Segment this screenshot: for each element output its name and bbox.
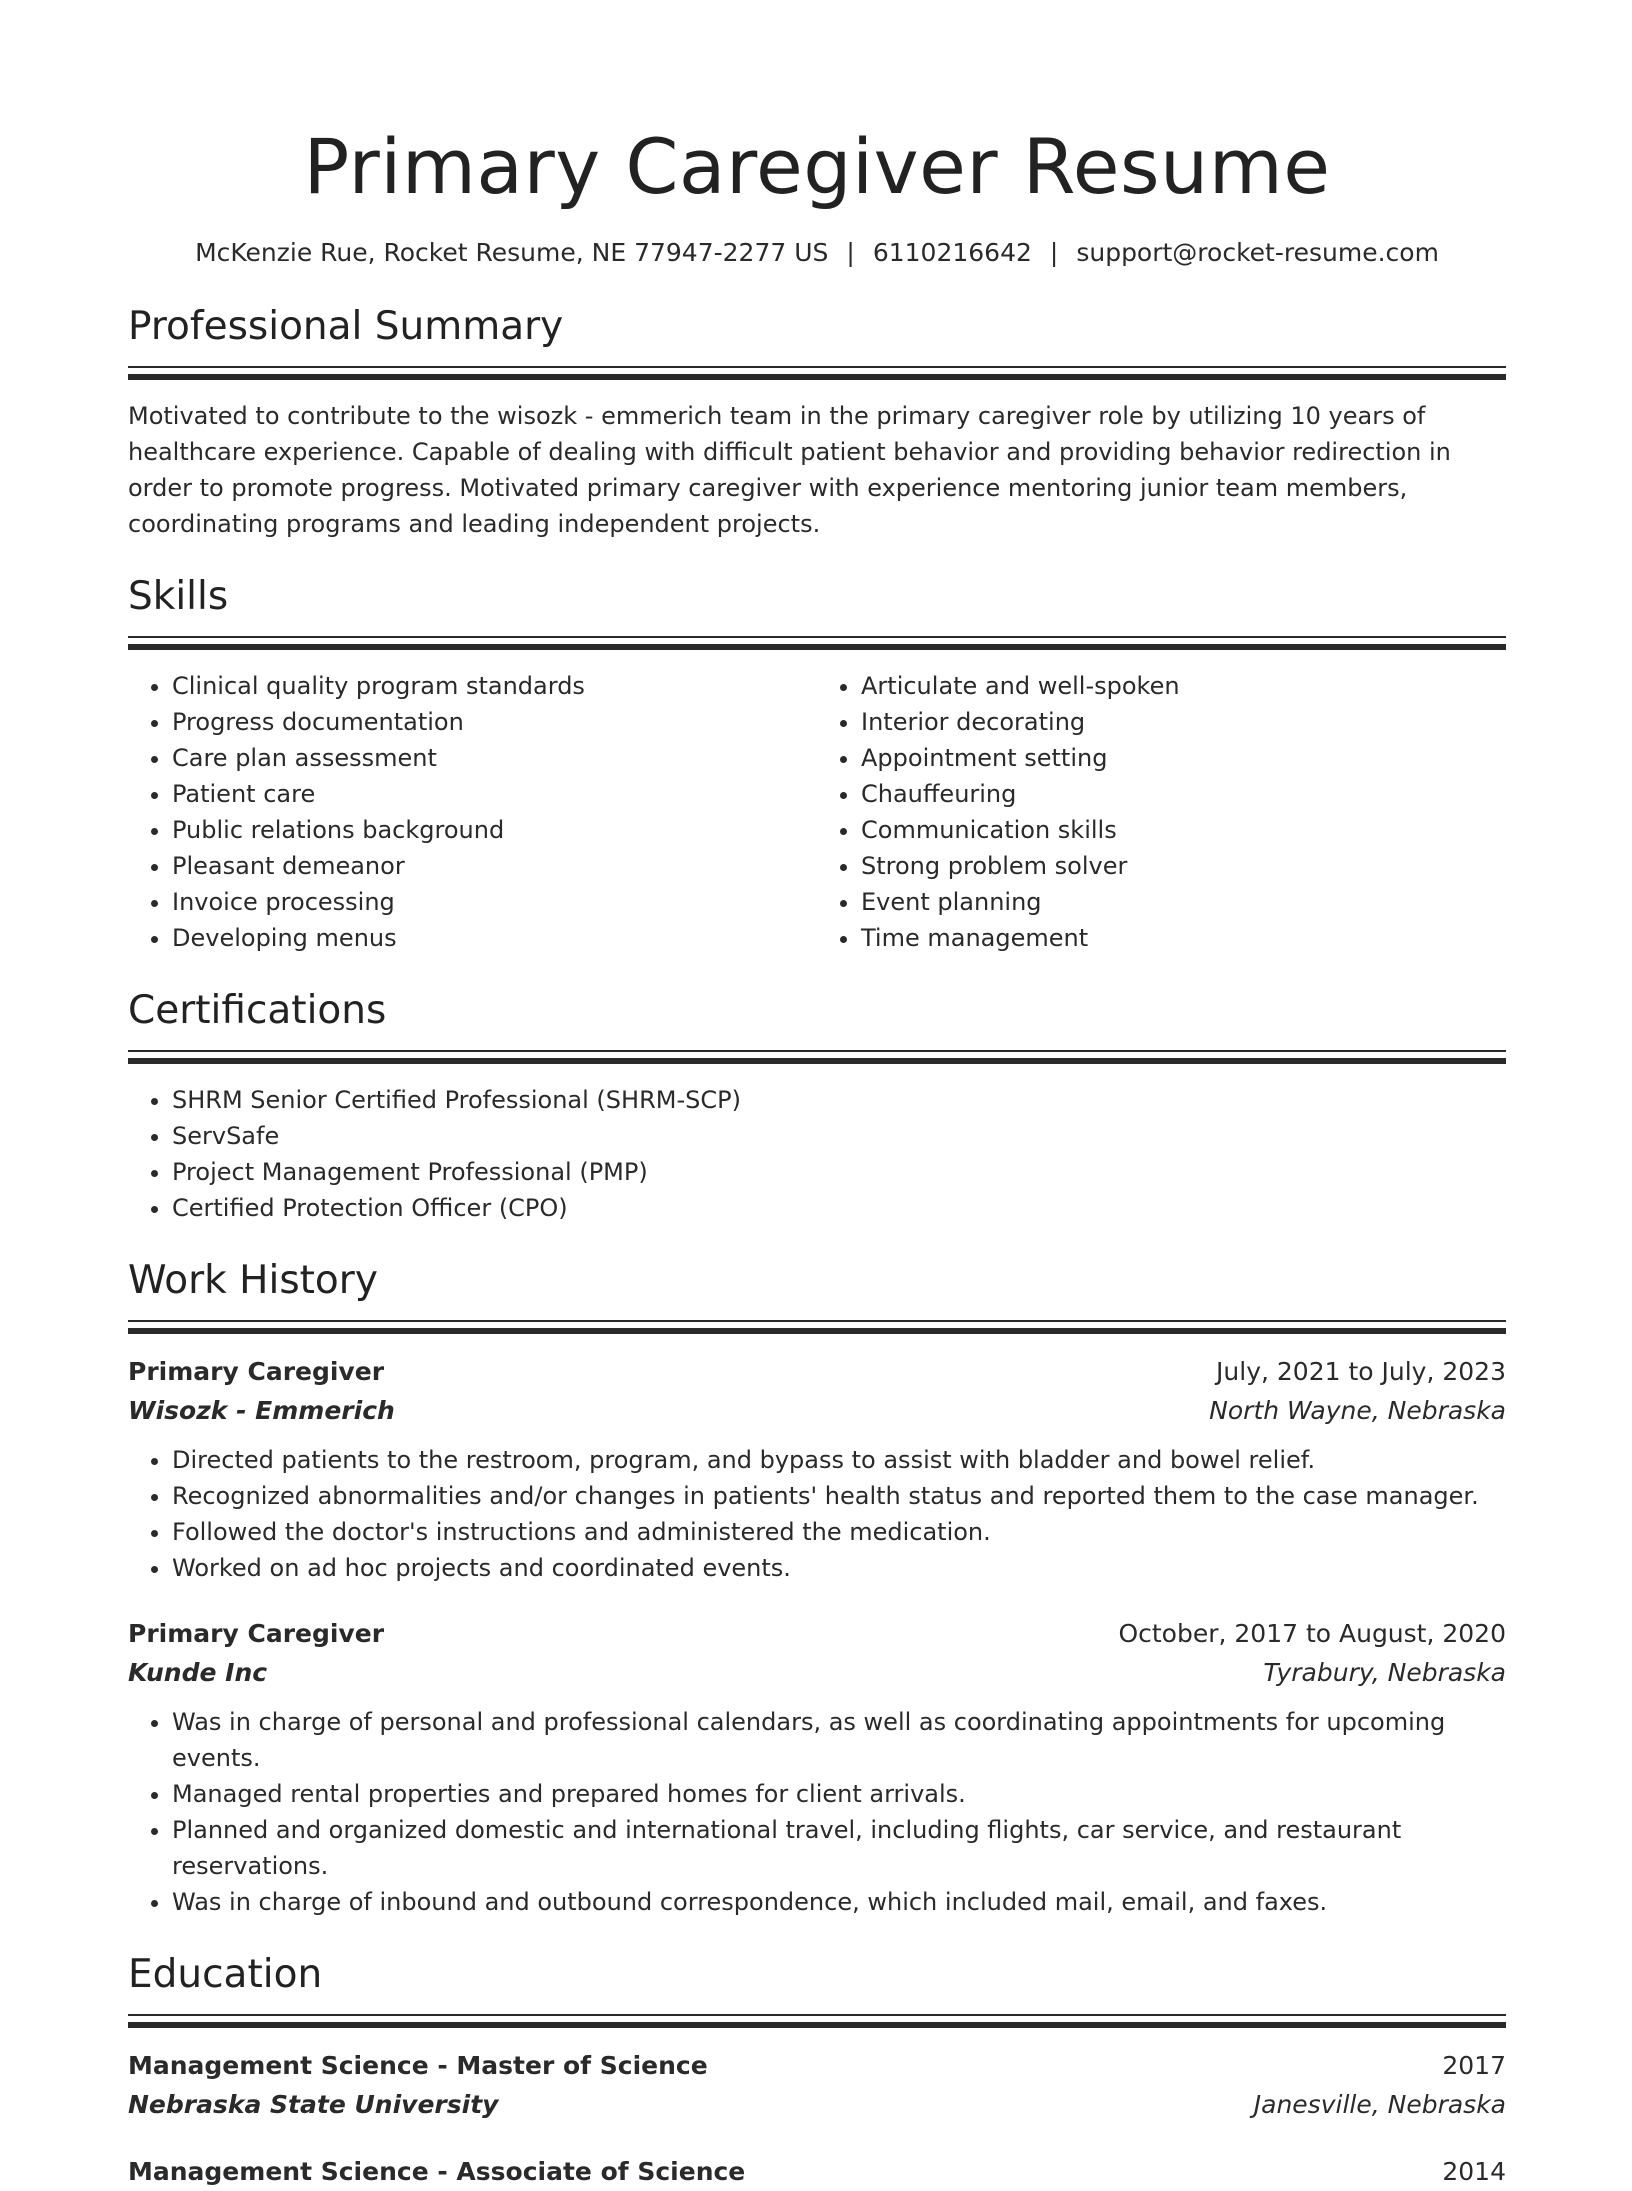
skill-item: • Public relations background [172,812,817,848]
education-header-row [128,2046,1506,2085]
section-divider [128,2014,1506,2028]
job-dates: July, 2021 to July, 2023 [1216,1357,1506,1386]
skills-left-list [128,668,817,956]
education-header-row [128,2152,1506,2191]
skill-item: • Event planning [861,884,1506,920]
education-entry [128,2046,1506,2124]
resume-title: Primary Caregiver Resume [303,122,1331,211]
job-location: Tyrabury, Nebraska [1263,1658,1506,1687]
skill-item: • Chauffeuring [861,776,1506,812]
job-dates: October, 2017 to August, 2020 [1118,1619,1506,1648]
section-divider [128,1050,1506,1064]
job-header-row [128,1614,1506,1653]
education-section [128,1950,1506,2191]
certification-item: • Certified Protection Officer (CPO) [172,1190,1506,1226]
job-header-row [128,1352,1506,1391]
contact-email[interactable]: support@rocket-resume.com [1076,238,1439,267]
skills-section [128,572,1506,956]
job-duties-list [128,1442,1506,1586]
job-duty: • Was in charge of inbound and outbound correspondence, which included mail, email, and faxes. [172,1884,1506,1920]
summary-text: Motivated to contribute to the wisozk - emmerich team in the primary caregiver role by utilizing 10 years of healthcare experience. Capable of dealing with difficult patient behavior and providing behavior redirection in order to promote progress. Motivated primary caregiver with experience mentoring junior team members, coordinating programs and leading independent projects. [128,402,1451,538]
job-duty: • Was in charge of personal and professional calendars, as well as coordinating appointments for upcoming events. [172,1704,1506,1776]
work-history-heading: Work History [128,1258,378,1303]
contact-phone: 6110216642 [872,238,1032,267]
skill-item: • Patient care [172,776,817,812]
contact-separator: | [846,238,855,267]
skill-item: • Appointment setting [861,740,1506,776]
contact-line [128,236,1506,270]
education-location: Janesville, Nebraska [1253,2090,1506,2119]
contact-separator: | [1049,238,1059,267]
job-entry [128,1352,1506,1586]
certification-item: • SHRM Senior Certified Professional (SHRM-SCP) [172,1082,1506,1118]
skill-item: • Time management [861,920,1506,956]
job-company-row [128,1391,1506,1430]
job-company: Kunde Inc [128,1658,268,1687]
certification-item: • Project Management Professional (PMP) [172,1154,1506,1190]
skill-item: • Articulate and well-spoken [861,668,1506,704]
skill-item: • Developing menus [172,920,817,956]
skills-heading: Skills [128,574,229,619]
job-duty: • Directed patients to the restroom, program, and bypass to assist with bladder and bowel relief. [172,1442,1506,1478]
job-duty: • Planned and organized domestic and international travel, including flights, car service, and restaurant reservations. [172,1812,1506,1884]
education-year: 2017 [1442,2051,1506,2080]
job-entry [128,1614,1506,1920]
section-divider [128,636,1506,650]
skill-item: • Care plan assessment [172,740,817,776]
job-duty: • Recognized abnormalities and/or changes in patients' health status and reported them to the case manager. [172,1478,1506,1514]
skills-grid [128,668,1506,956]
education-entry [128,2152,1506,2191]
job-company-row [128,1653,1506,1692]
summary-heading: Professional Summary [128,304,564,349]
certification-item: • ServSafe [172,1118,1506,1154]
contact-address: McKenzie Rue, Rocket Resume, NE 77947-2277 US [195,238,829,267]
certifications-section [128,986,1506,1226]
education-degree: Management Science - Master of Science [128,2051,708,2080]
section-divider [128,1320,1506,1334]
section-divider [128,366,1506,380]
skill-item: • Interior decorating [861,704,1506,740]
education-heading: Education [128,1952,323,1997]
skill-item: • Pleasant demeanor [172,848,817,884]
certifications-list [128,1082,1506,1226]
skills-right-list [817,668,1506,956]
job-title: Primary Caregiver [128,1357,385,1386]
job-duty: • Managed rental properties and prepared homes for client arrivals. [172,1776,1506,1812]
skill-item: • Progress documentation [172,704,817,740]
education-school-row [128,2085,1506,2124]
work-history-section [128,1256,1506,1920]
job-duty: • Followed the doctor's instructions and administered the medication. [172,1514,1506,1550]
certifications-heading: Certifications [128,988,387,1033]
education-year: 2014 [1442,2157,1506,2186]
education-degree: Management Science - Associate of Science [128,2157,746,2186]
job-title: Primary Caregiver [128,1619,385,1648]
summary-section [128,302,1506,542]
education-school: Nebraska State University [128,2090,499,2119]
skill-item: • Clinical quality program standards [172,668,817,704]
job-duty: • Worked on ad hoc projects and coordinated events. [172,1550,1506,1586]
skill-item: • Invoice processing [172,884,817,920]
resume-page [128,0,1506,2191]
job-company: Wisozk - Emmerich [128,1396,395,1425]
skill-item: • Strong problem solver [861,848,1506,884]
skill-item: • Communication skills [861,812,1506,848]
job-location: North Wayne, Nebraska [1209,1396,1506,1425]
job-duties-list [128,1704,1506,1920]
